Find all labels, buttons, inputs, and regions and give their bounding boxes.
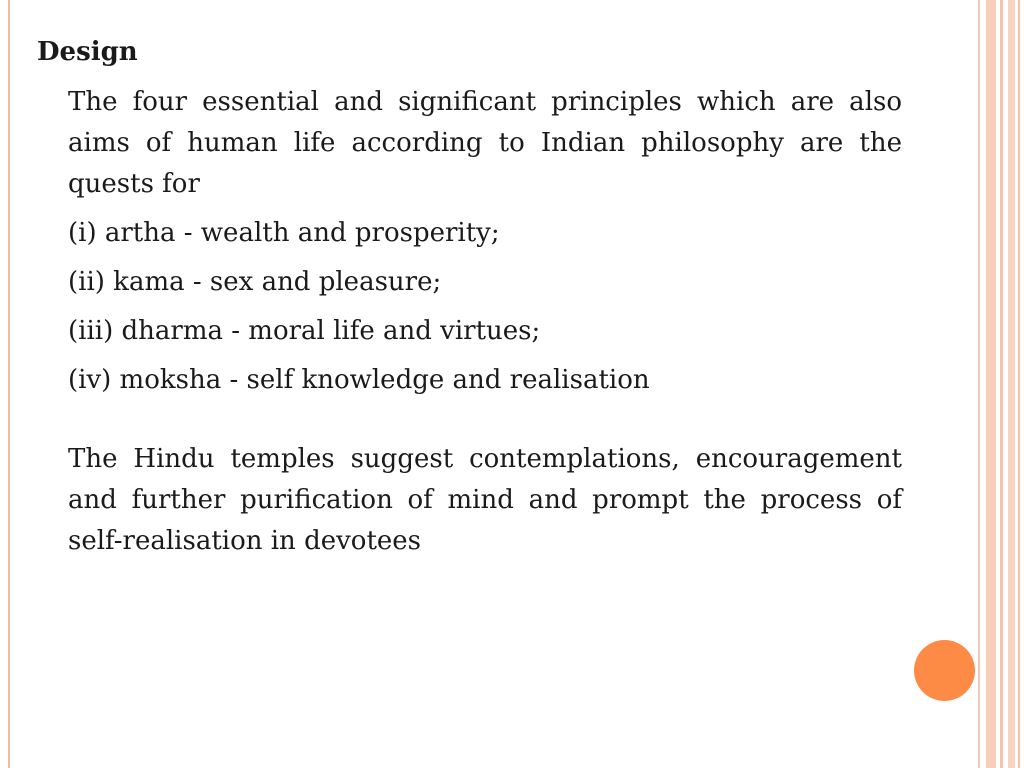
stripe xyxy=(1018,0,1020,768)
list-item: (i) artha - wealth and prosperity; xyxy=(68,218,500,248)
orange-circle-decoration xyxy=(914,640,975,701)
stripe xyxy=(978,0,980,768)
list-item: (ii) kama - sex and pleasure; xyxy=(68,267,442,297)
list-item: (iii) dharma - moral life and virtues; xyxy=(68,316,541,346)
slide-body xyxy=(68,82,902,562)
paragraph-spacer xyxy=(68,401,902,439)
stripe xyxy=(986,0,996,768)
list-item: (iv) moksha - self knowledge and realisation xyxy=(68,365,650,395)
left-border-line xyxy=(8,0,10,768)
closing-paragraph: The Hindu temples suggest contemplations, encouragement and further purification of mind and prompt the process of self-realisation in devotees xyxy=(68,444,902,556)
slide-title: Design xyxy=(37,37,138,67)
stripe xyxy=(1000,0,1003,768)
intro-paragraph: The four essential and significant principles which are also aims of human life according to Indian philosophy are the quests for xyxy=(68,87,902,199)
right-decorative-stripes xyxy=(978,0,1024,768)
stripe xyxy=(1008,0,1015,768)
